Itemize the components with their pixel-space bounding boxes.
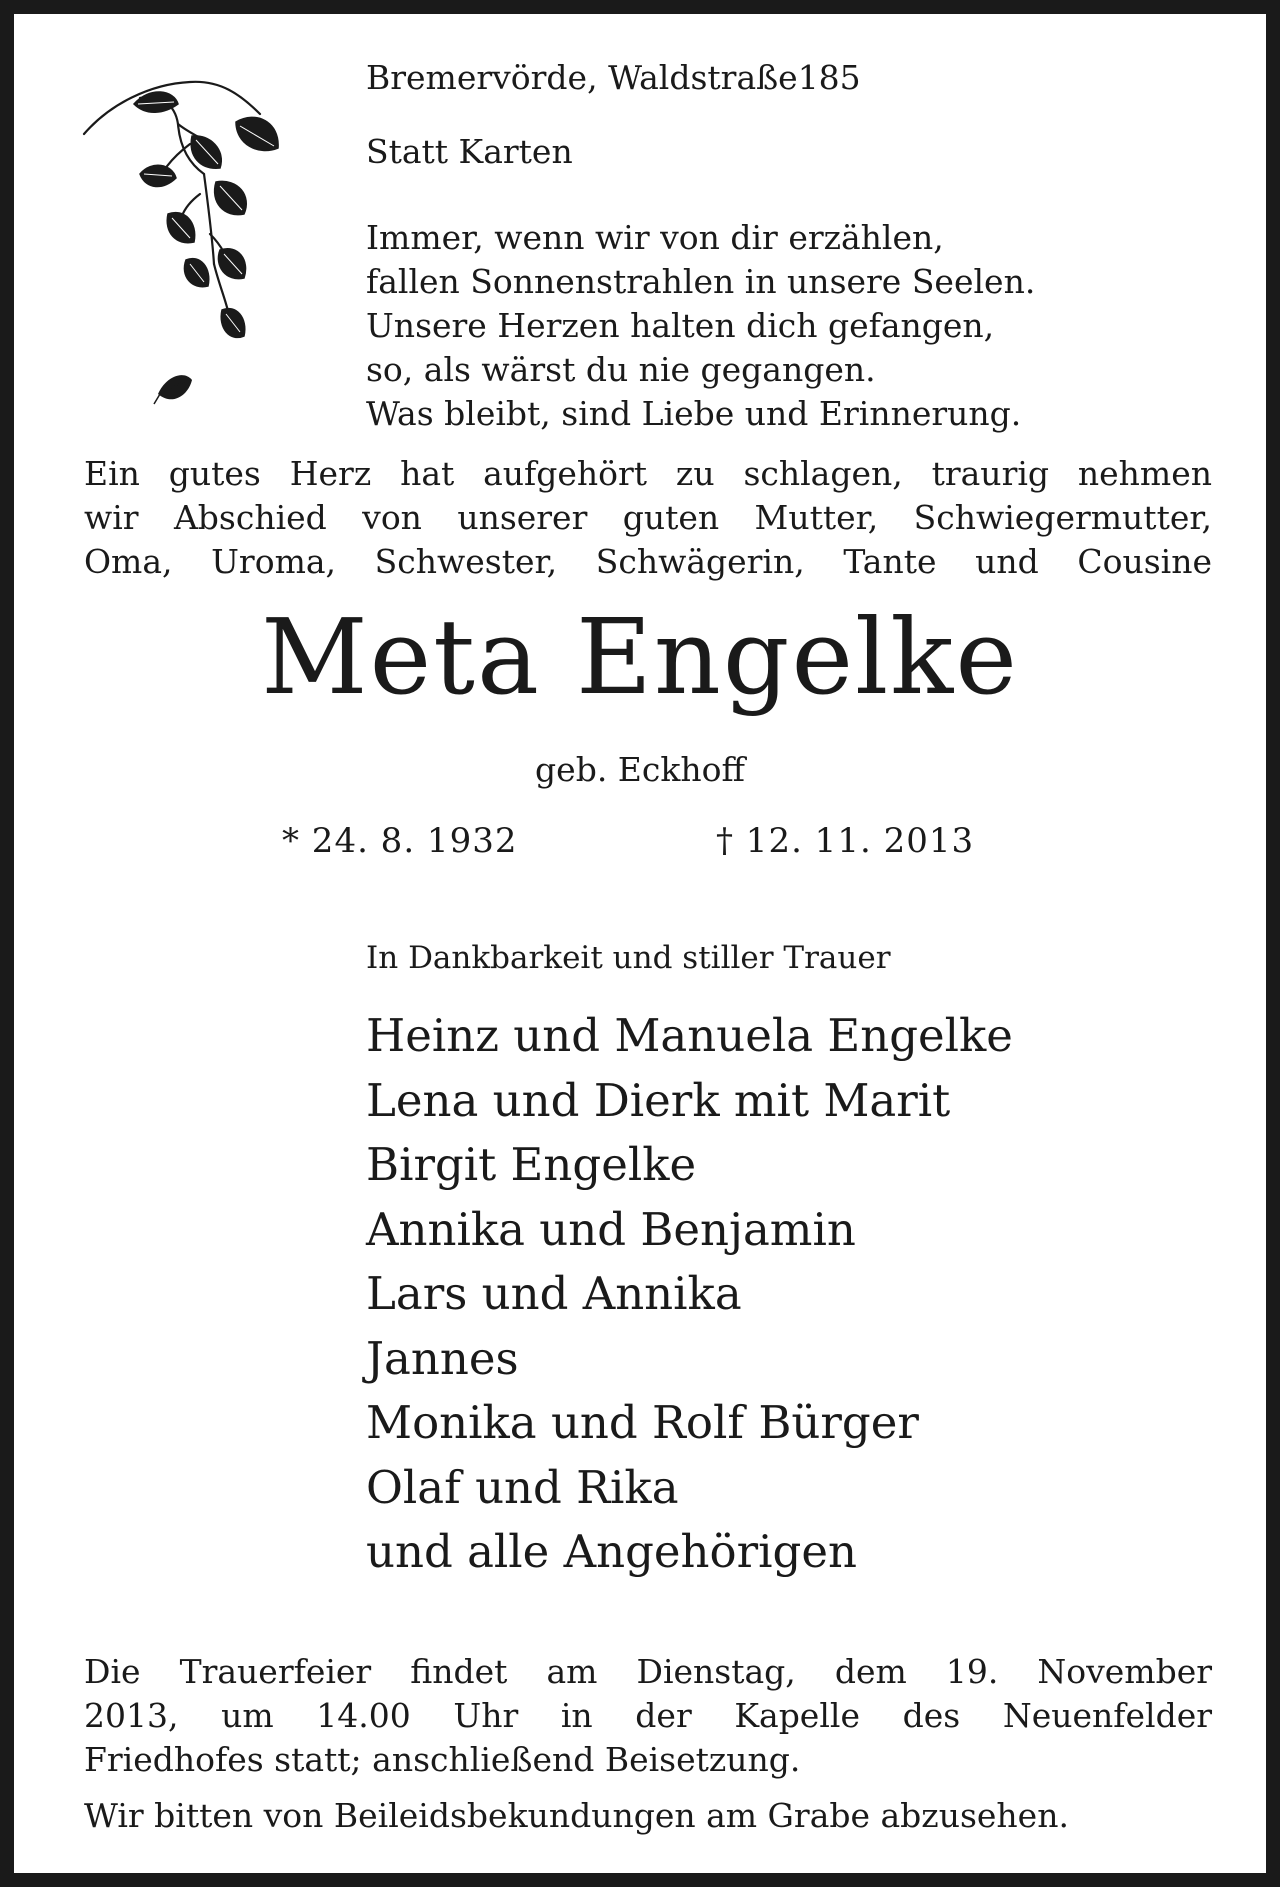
poem-line: fallen Sonnenstrahlen in unsere Seelen. xyxy=(366,262,1036,301)
intro-line: wir Abschied von unserer guten Mutter, Schwiegermutter, xyxy=(84,498,1212,537)
poem-line: Was bleibt, sind Liebe und Erinnerung. xyxy=(366,394,1022,433)
poem-line: Unsere Herzen halten dich gefangen, xyxy=(366,306,995,345)
condolence-note: Wir bitten von Beileidsbekundungen am Grabe abzusehen. xyxy=(84,1796,1069,1835)
list-item: Lars und Annika xyxy=(366,1267,742,1320)
ceremony-line: 2013, um 14.00 Uhr in der Kapelle des Neuenfelder xyxy=(84,1696,1212,1735)
list-item: Jannes xyxy=(366,1331,519,1385)
ceremony-paragraph xyxy=(84,1650,1212,1782)
poem xyxy=(366,216,1035,436)
list-item: Olaf und Rika xyxy=(366,1460,679,1514)
address: Bremervörde, Waldstraße185 xyxy=(366,58,861,97)
list-item: Birgit Engelke xyxy=(366,1138,697,1191)
list-item: Lena und Dierk mit Marit xyxy=(366,1073,951,1127)
list-item: und alle Angehörigen xyxy=(366,1525,857,1578)
poem-line: so, als wärst du nie gegangen. xyxy=(366,350,876,389)
intro-line: Ein gutes Herz hat aufgehört zu schlagen, traurig nehmen xyxy=(84,454,1212,493)
ceremony-line: Friedhofes statt; anschließend Beisetzung. xyxy=(84,1740,801,1779)
deceased-name: Meta Engelke xyxy=(261,596,1019,718)
intro-paragraph xyxy=(84,452,1212,584)
poem-line: Immer, wenn wir von dir erzählen, xyxy=(366,218,944,257)
death-date: † 12. 11. 2013 xyxy=(716,821,975,861)
list-item: Heinz und Manuela Engelke xyxy=(366,1009,1013,1062)
subtitle: Statt Karten xyxy=(366,132,573,171)
list-item: Annika und Benjamin xyxy=(366,1202,856,1256)
mourners-intro: In Dankbarkeit und stiller Trauer xyxy=(366,940,891,976)
list-item: Monika und Rolf Bürger xyxy=(366,1396,919,1449)
ceremony-line: Die Trauerfeier findet am Dienstag, dem 19. November xyxy=(84,1652,1212,1691)
intro-line: Oma, Uroma, Schwester, Schwägerin, Tante und Cousine xyxy=(84,542,1212,581)
mourners-list xyxy=(366,1004,1013,1585)
obituary-notice xyxy=(14,14,1266,1873)
birth-name: geb. Eckhoff xyxy=(535,750,745,789)
leafy-branch-icon xyxy=(80,64,320,424)
falling-leaf-icon xyxy=(154,375,192,404)
birth-date: * 24. 8. 1932 xyxy=(282,821,518,861)
